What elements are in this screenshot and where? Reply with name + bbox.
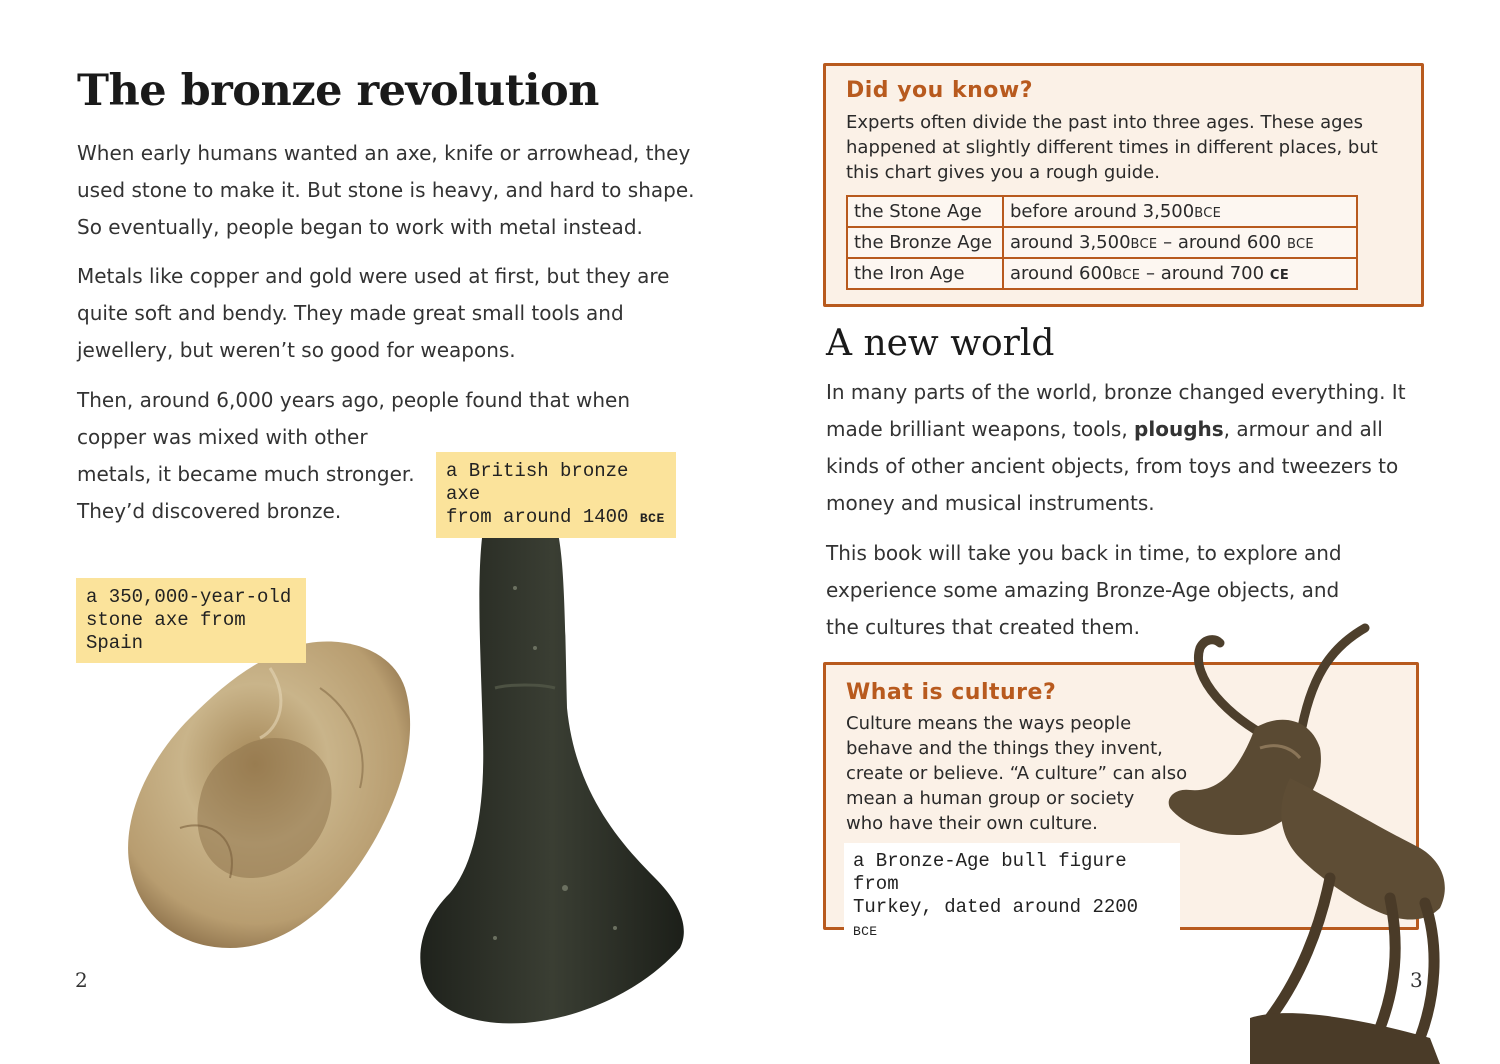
right-paragraph-1: In many parts of the world, bronze changed everything. It made brilliant weapons, tools, ploughs, armour and all kinds of other ancient objects, from toys and tweezers to money and musical instruments. [826, 380, 1406, 515]
date-cell: around 600BCE – around 700 CE [1003, 258, 1357, 289]
caption-bronze-axe [436, 452, 676, 538]
page-title-left: The bronze revolution [77, 66, 599, 116]
caption-bull-line-2: Turkey, dated around 2200 [853, 896, 1139, 918]
paragraph-3-line-1: Then, around 6,000 years ago, people found that when [77, 388, 630, 412]
table-row [847, 196, 1357, 227]
table-row [847, 227, 1357, 258]
did-you-know-box [823, 63, 1424, 307]
did-you-know-title: Did you know? [846, 78, 1033, 103]
right-paragraph-2: This book will take you back in time, to explore and experience some amazing Bronze-Age objects, and the cultures that created them. [826, 541, 1342, 639]
culture-title: What is culture? [846, 680, 1057, 705]
caption-bull-line-1: a Bronze-Age bull figure from [853, 850, 1127, 895]
bull-figure-image [1160, 618, 1450, 1064]
era-label: BCE [853, 924, 878, 939]
paragraph-1: When early humans wanted an axe, knife or arrowhead, they used stone to make it. But stone is heavy, and hard to shape. So eventually, people began to work with metal instead. [77, 141, 695, 239]
era-label: BCE [639, 511, 665, 526]
caption-stone-axe-line-2: stone axe from Spain [86, 609, 246, 654]
date-cell: before around 3,500BCE [1003, 196, 1357, 227]
caption-bronze-axe-line-1: a British bronze axe [446, 460, 629, 505]
paragraph-3-line-4: They’d discovered bronze. [77, 499, 342, 523]
did-you-know-text: Experts often divide the past into three ages. These ages happened at slightly different times in different places, but this chart gives you a rough guide. [846, 112, 1378, 183]
table-row [847, 258, 1357, 289]
caption-stone-axe [76, 578, 306, 663]
age-cell: the Iron Age [847, 258, 1003, 289]
paragraph-3-line-2: copper was mixed with other [77, 425, 368, 449]
page-number-right: 3 [1410, 968, 1423, 992]
page-number-left: 2 [75, 968, 88, 992]
age-cell: the Bronze Age [847, 227, 1003, 258]
culture-text: Culture means the ways people behave and the things they invent, create or believe. “A culture” can also mean a human group or society who have their own culture. [846, 713, 1188, 834]
ages-table [846, 195, 1358, 290]
page-title-right: A new world [826, 323, 1055, 364]
caption-stone-axe-line-1: a 350,000-year-old [86, 586, 292, 608]
caption-bronze-axe-line-2: from around 1400 [446, 506, 629, 528]
age-cell: the Stone Age [847, 196, 1003, 227]
date-cell: around 3,500BCE – around 600 BCE [1003, 227, 1357, 258]
paragraph-2: Metals like copper and gold were used at first, but they are quite soft and bendy. They made great small tools and jewellery, but weren’t so good for weapons. [77, 264, 670, 362]
paragraph-3-line-3: metals, it became much stronger. [77, 462, 415, 486]
caption-bull [844, 843, 1180, 950]
bronze-axe-image [415, 508, 690, 1030]
ploughs-term: ploughs [1134, 417, 1224, 441]
stone-axe-image [120, 628, 420, 958]
